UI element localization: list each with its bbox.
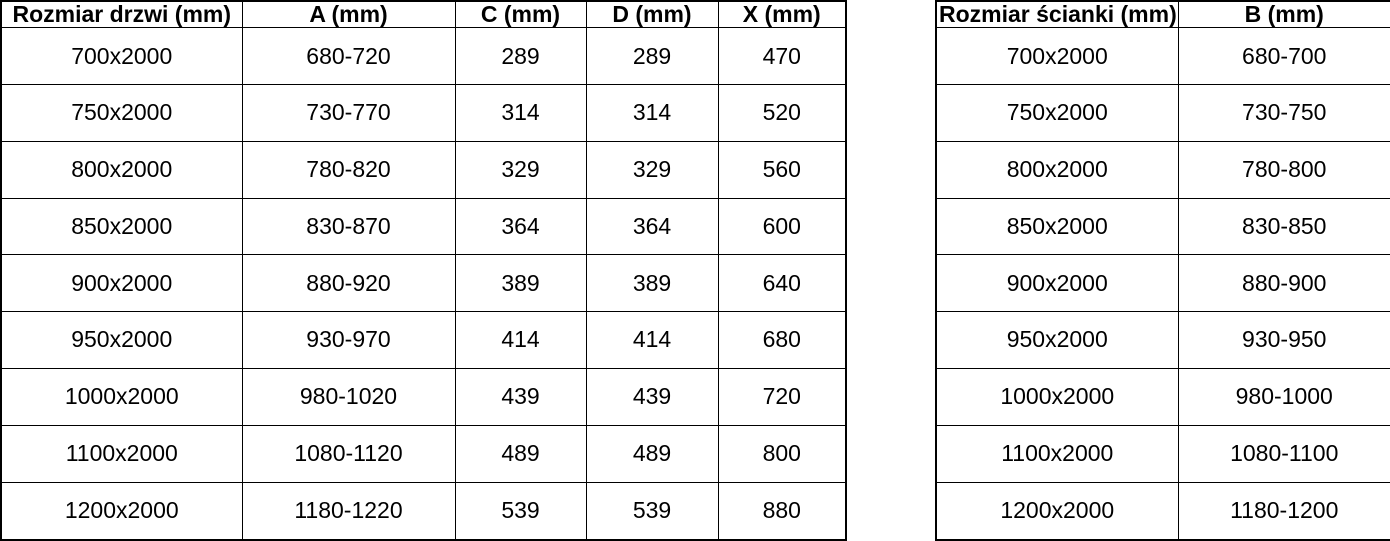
table-cell: 329 (586, 141, 718, 198)
table-row (1, 28, 846, 85)
table-cell: 389 (586, 255, 718, 312)
table-cell: 800 (718, 425, 846, 482)
table-cell: 1000x2000 (1, 368, 242, 425)
table-cell: 980-1020 (242, 368, 455, 425)
table-cell: 1080-1120 (242, 425, 455, 482)
table-cell: 364 (586, 198, 718, 255)
table-cell: 950x2000 (936, 312, 1178, 369)
table-cell: 930-950 (1178, 312, 1390, 369)
table-cell: 414 (455, 312, 586, 369)
table-cell: 329 (455, 141, 586, 198)
table-row (1, 255, 846, 312)
table-row (1, 312, 846, 369)
table-cell: 489 (455, 425, 586, 482)
table-cell: 1180-1200 (1178, 482, 1390, 540)
table-cell: 780-820 (242, 141, 455, 198)
table-cell: 1100x2000 (936, 425, 1178, 482)
table-row (936, 85, 1390, 142)
column-header-b: B (mm) (1178, 1, 1390, 28)
table-cell: 880-920 (242, 255, 455, 312)
table-row (1, 198, 846, 255)
table-row (1, 425, 846, 482)
table-cell: 289 (586, 28, 718, 85)
table-cell: 850x2000 (1, 198, 242, 255)
wall-panel-sizes-table-body (936, 28, 1390, 540)
table-cell: 600 (718, 198, 846, 255)
wall-panel-sizes-table-header (936, 1, 1390, 28)
table-cell: 539 (586, 482, 718, 540)
column-header-c: C (mm) (455, 1, 586, 28)
column-header-door-size: Rozmiar drzwi (mm) (1, 1, 242, 28)
table-cell: 980-1000 (1178, 368, 1390, 425)
table-row (936, 28, 1390, 85)
table-cell: 314 (586, 85, 718, 142)
table-cell: 640 (718, 255, 846, 312)
table-cell: 560 (718, 141, 846, 198)
table-cell: 414 (586, 312, 718, 369)
table-row (1, 141, 846, 198)
table-row (936, 141, 1390, 198)
table-cell: 780-800 (1178, 141, 1390, 198)
table-cell: 439 (586, 368, 718, 425)
table-cell: 680-720 (242, 28, 455, 85)
table-cell: 470 (718, 28, 846, 85)
table-cell: 289 (455, 28, 586, 85)
door-sizes-table-header (1, 1, 846, 28)
table-cell: 800x2000 (936, 141, 1178, 198)
table-cell: 830-870 (242, 198, 455, 255)
table-cell: 700x2000 (1, 28, 242, 85)
table-cell: 439 (455, 368, 586, 425)
table-cell: 680-700 (1178, 28, 1390, 85)
table-row (936, 425, 1390, 482)
table-cell: 830-850 (1178, 198, 1390, 255)
table-cell: 950x2000 (1, 312, 242, 369)
column-header-a: A (mm) (242, 1, 455, 28)
table-row (1, 85, 846, 142)
table-cell: 1200x2000 (936, 482, 1178, 540)
table-cell: 364 (455, 198, 586, 255)
header-row (1, 1, 846, 28)
table-cell: 1100x2000 (1, 425, 242, 482)
table-row (1, 482, 846, 540)
table-cell: 720 (718, 368, 846, 425)
table-cell: 389 (455, 255, 586, 312)
header-row (936, 1, 1390, 28)
table-cell: 1000x2000 (936, 368, 1178, 425)
table-cell: 314 (455, 85, 586, 142)
table-row (936, 198, 1390, 255)
table-row (1, 368, 846, 425)
table-cell: 750x2000 (936, 85, 1178, 142)
table-cell: 930-970 (242, 312, 455, 369)
table-cell: 1080-1100 (1178, 425, 1390, 482)
table-cell: 730-770 (242, 85, 455, 142)
table-cell: 489 (586, 425, 718, 482)
table-cell: 700x2000 (936, 28, 1178, 85)
table-cell: 1200x2000 (1, 482, 242, 540)
table-row (936, 368, 1390, 425)
table-cell: 900x2000 (936, 255, 1178, 312)
table-cell: 1180-1220 (242, 482, 455, 540)
table-cell: 880 (718, 482, 846, 540)
table-cell: 880-900 (1178, 255, 1390, 312)
table-cell: 850x2000 (936, 198, 1178, 255)
table-cell: 539 (455, 482, 586, 540)
column-header-wall-size: Rozmiar ścianki (mm) (936, 1, 1178, 28)
table-cell: 680 (718, 312, 846, 369)
table-row (936, 482, 1390, 540)
table-cell: 520 (718, 85, 846, 142)
table-cell: 900x2000 (1, 255, 242, 312)
table-cell: 730-750 (1178, 85, 1390, 142)
door-sizes-table-body (1, 28, 846, 540)
column-header-d: D (mm) (586, 1, 718, 28)
table-cell: 750x2000 (1, 85, 242, 142)
wall-panel-sizes-table (935, 0, 1390, 541)
column-header-x: X (mm) (718, 1, 846, 28)
table-cell: 800x2000 (1, 141, 242, 198)
table-row (936, 255, 1390, 312)
table-row (936, 312, 1390, 369)
